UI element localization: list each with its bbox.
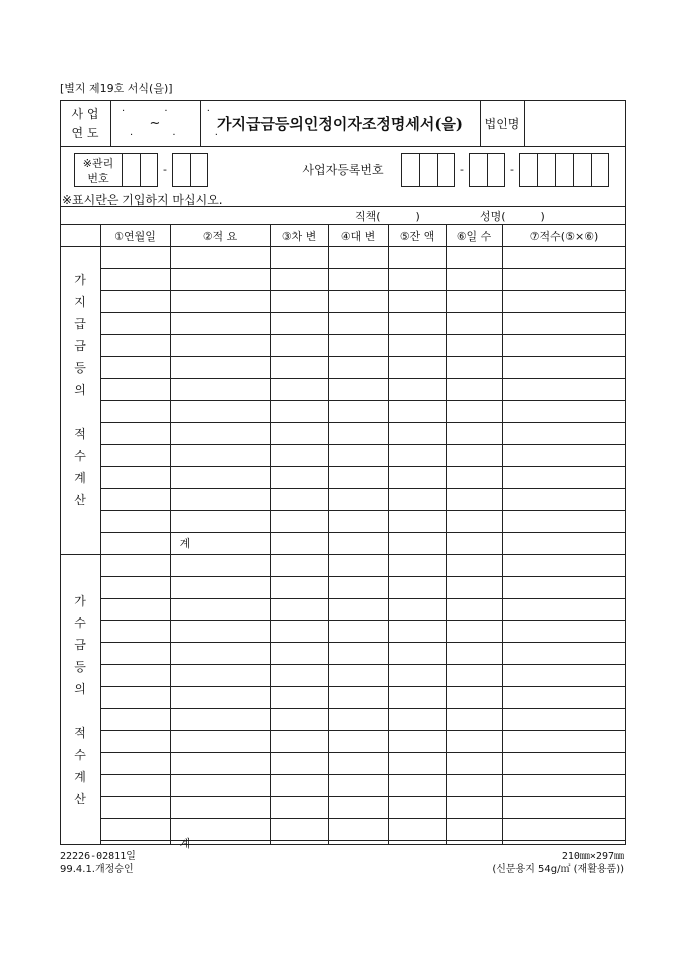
- advance-row-5-col-6[interactable]: [447, 335, 501, 355]
- advance-row-12-col-1[interactable]: [101, 489, 169, 509]
- advance-row-8-col-1[interactable]: [101, 401, 169, 421]
- advance-row-1-col-2[interactable]: [171, 247, 269, 267]
- deposit-side-label-char: 수: [74, 615, 86, 630]
- deposit-row-2-col-1[interactable]: [101, 577, 169, 597]
- deposit-row-9-col-2[interactable]: [171, 731, 269, 751]
- deposit-row-12-col-3[interactable]: [271, 797, 327, 817]
- name-label: 성명( ): [480, 210, 545, 223]
- deposit-row-4-col-7[interactable]: [503, 621, 625, 641]
- mgmt-number-label-1: ※관리: [82, 156, 114, 170]
- advance-row-9-col-3[interactable]: [271, 423, 327, 443]
- deposit-row-10-col-3[interactable]: [271, 753, 327, 773]
- advance-row-13-col-3[interactable]: [271, 511, 327, 531]
- advance-row-6-col-7[interactable]: [503, 357, 625, 377]
- advance-row-6-col-5[interactable]: [389, 357, 445, 377]
- year-dots-bottom: · · ·: [130, 130, 236, 141]
- advance-row-8-col-5[interactable]: [389, 401, 445, 421]
- deposit-side-label-char: 적: [74, 725, 86, 740]
- business-year-label-1: 사 업: [71, 106, 99, 121]
- mgmt-number-dash: -: [163, 162, 167, 176]
- deposit-row-3-col-3[interactable]: [271, 599, 327, 619]
- deposit-row-12-col-2[interactable]: [171, 797, 269, 817]
- advance-row-2-col-5[interactable]: [389, 269, 445, 289]
- deposit-row-7-col-3[interactable]: [271, 687, 327, 707]
- column-header-1: ①연월일: [114, 229, 156, 243]
- advance-row-13-col-7[interactable]: [503, 511, 625, 531]
- mgmt-number-label-2: 번호: [87, 171, 109, 185]
- advance-row-2-col-6[interactable]: [447, 269, 501, 289]
- deposit-side-label-char: 수: [74, 747, 86, 762]
- advance-row-5-col-3[interactable]: [271, 335, 327, 355]
- deposit-row-8-col-3[interactable]: [271, 709, 327, 729]
- advance-row-5-col-2[interactable]: [171, 335, 269, 355]
- corp-name-input[interactable]: [526, 102, 624, 144]
- deposit-row-13-col-3[interactable]: [271, 819, 327, 839]
- advance-row-7-col-6[interactable]: [447, 379, 501, 399]
- advance-row-5-col-1[interactable]: [101, 335, 169, 355]
- footer-approval: 99.4.1.개정승인: [60, 864, 134, 875]
- deposit-row-1-col-4[interactable]: [329, 555, 387, 575]
- advance-row-10-col-6[interactable]: [447, 445, 501, 465]
- advance-row-9-col-2[interactable]: [171, 423, 269, 443]
- section2-total-label: 계: [179, 836, 191, 850]
- advance-row-9-col-7[interactable]: [503, 423, 625, 443]
- deposit-row-10-col-7[interactable]: [503, 753, 625, 773]
- deposit-row-7-col-1[interactable]: [101, 687, 169, 707]
- advance-row-4-col-5[interactable]: [389, 313, 445, 333]
- advance-row-12-col-2[interactable]: [171, 489, 269, 509]
- advance-row-5-col-7[interactable]: [503, 335, 625, 355]
- column-header-4: ④대 변: [340, 229, 376, 243]
- advance-row-3-col-7[interactable]: [503, 291, 625, 311]
- advance-row-11-col-7[interactable]: [503, 467, 625, 487]
- deposit-row-3-col-7[interactable]: [503, 599, 625, 619]
- advance-row-2-col-4[interactable]: [329, 269, 387, 289]
- deposit-row-6-col-2[interactable]: [171, 665, 269, 685]
- deposit-row-1-col-5[interactable]: [389, 555, 445, 575]
- advance-row-8-col-6[interactable]: [447, 401, 501, 421]
- advance-row-7-col-7[interactable]: [503, 379, 625, 399]
- deposit-row-4-col-1[interactable]: [101, 621, 169, 641]
- deposit-row-1-col-3[interactable]: [271, 555, 327, 575]
- advance-row-7-col-4[interactable]: [329, 379, 387, 399]
- advance-row-11-col-2[interactable]: [171, 467, 269, 487]
- deposit-side-label-char: 산: [74, 791, 86, 806]
- advance-row-4-col-6[interactable]: [447, 313, 501, 333]
- deposit-row-4-col-5[interactable]: [389, 621, 445, 641]
- deposit-side-label-char: 금: [74, 637, 86, 652]
- mgmt-number-input-1[interactable]: [123, 154, 139, 186]
- deposit-row-2-col-3[interactable]: [271, 577, 327, 597]
- position-label: 직책( ): [355, 210, 420, 223]
- deposit-row-7-col-2[interactable]: [171, 687, 269, 707]
- business-year-label-2: 연 도: [71, 125, 99, 140]
- deposit-row-3-col-4[interactable]: [329, 599, 387, 619]
- corp-name-label: 법인명: [484, 116, 520, 131]
- deposit-row-10-col-1[interactable]: [101, 753, 169, 773]
- advance-row-6-col-2[interactable]: [171, 357, 269, 377]
- deposit-row-13-col-1[interactable]: [101, 819, 169, 839]
- deposit-row-9-col-1[interactable]: [101, 731, 169, 751]
- advance-row-2-col-1[interactable]: [101, 269, 169, 289]
- column-header-6: ⑥일 수: [456, 229, 492, 243]
- deposit-row-5-col-4[interactable]: [329, 643, 387, 663]
- deposit-side-label-char: [70, 700, 90, 722]
- deposit-row-3-col-6[interactable]: [447, 599, 501, 619]
- deposit-row-6-col-4[interactable]: [329, 665, 387, 685]
- advance-row-11-col-6[interactable]: [447, 467, 501, 487]
- deposit-row-4-col-2[interactable]: [171, 621, 269, 641]
- advance-row-3-col-4[interactable]: [329, 291, 387, 311]
- deposit-row-7-col-7[interactable]: [503, 687, 625, 707]
- deposit-row-6-col-3[interactable]: [271, 665, 327, 685]
- deposit-row-7-col-4[interactable]: [329, 687, 387, 707]
- advance-row-5-col-5[interactable]: [389, 335, 445, 355]
- advance-row-13-col-4[interactable]: [329, 511, 387, 531]
- advance-row-12-col-5[interactable]: [389, 489, 445, 509]
- advance-row-1-col-6[interactable]: [447, 247, 501, 267]
- advance-payment-side-label-char: 가: [74, 272, 86, 287]
- advance-row-11-col-4[interactable]: [329, 467, 387, 487]
- advance-row-6-col-6[interactable]: [447, 357, 501, 377]
- deposit-row-9-col-3[interactable]: [271, 731, 327, 751]
- advance-row-10-col-2[interactable]: [171, 445, 269, 465]
- advance-row-4-col-7[interactable]: [503, 313, 625, 333]
- advance-row-12-col-7[interactable]: [503, 489, 625, 509]
- advance-row-10-col-5[interactable]: [389, 445, 445, 465]
- column-header-3: ③차 변: [281, 229, 317, 243]
- deposit-row-1-col-2[interactable]: [171, 555, 269, 575]
- advance-row-7-col-2[interactable]: [171, 379, 269, 399]
- deposit-row-11-col-5[interactable]: [389, 775, 445, 795]
- advance-row-3-col-2[interactable]: [171, 291, 269, 311]
- advance-payment-side-label-char: 적: [74, 426, 86, 441]
- advance-payment-side-label-char: 지: [74, 294, 86, 309]
- deposit-row-4-col-6[interactable]: [447, 621, 501, 641]
- deposit-row-9-col-7[interactable]: [503, 731, 625, 751]
- advance-row-2-col-7[interactable]: [503, 269, 625, 289]
- advance-row-6-col-1[interactable]: [101, 357, 169, 377]
- deposit-row-10-col-4[interactable]: [329, 753, 387, 773]
- deposit-row-11-col-6[interactable]: [447, 775, 501, 795]
- advance-row-13-col-1[interactable]: [101, 511, 169, 531]
- deposit-row-3-col-5[interactable]: [389, 599, 445, 619]
- biz-reg-dash-1: -: [460, 162, 464, 176]
- advance-row-13-col-5[interactable]: [389, 511, 445, 531]
- form-title: 가지급금등의인정이자조정명세서(을): [216, 114, 464, 133]
- deposit-row-1-col-1[interactable]: [101, 555, 169, 575]
- year-input[interactable]: [112, 102, 198, 144]
- deposit-side-label: [60, 590, 100, 810]
- deposit-row-5-col-6[interactable]: [447, 643, 501, 663]
- advance-row-12-col-4[interactable]: [329, 489, 387, 509]
- deposit-row-5-col-7[interactable]: [503, 643, 625, 663]
- deposit-row-9-col-5[interactable]: [389, 731, 445, 751]
- advance-row-4-col-1[interactable]: [101, 313, 169, 333]
- advance-row-4-col-4[interactable]: [329, 313, 387, 333]
- deposit-row-12-col-5[interactable]: [389, 797, 445, 817]
- deposit-row-9-col-6[interactable]: [447, 731, 501, 751]
- column-header-7: ⑦적수(⑤×⑥): [529, 229, 599, 243]
- deposit-row-6-col-1[interactable]: [101, 665, 169, 685]
- advance-row-1-col-4[interactable]: [329, 247, 387, 267]
- advance-row-8-col-4[interactable]: [329, 401, 387, 421]
- advance-payment-side-label-char: 의: [74, 382, 86, 397]
- advance-row-1-col-7[interactable]: [503, 247, 625, 267]
- advance-payment-side-label-char: 수: [74, 448, 86, 463]
- advance-row-3-col-3[interactable]: [271, 291, 327, 311]
- registration-note: ※표시란은 기입하지 마십시오.: [62, 193, 223, 207]
- year-tilde: ~: [149, 115, 161, 131]
- advance-row-11-col-5[interactable]: [389, 467, 445, 487]
- deposit-row-12-col-6[interactable]: [447, 797, 501, 817]
- biz-reg-box-3[interactable]: [519, 153, 609, 187]
- advance-payment-side-label-char: 계: [74, 470, 86, 485]
- deposit-row-2-col-5[interactable]: [389, 577, 445, 597]
- advance-row-4-col-2[interactable]: [171, 313, 269, 333]
- deposit-row-2-col-2[interactable]: [171, 577, 269, 597]
- year-dots-top: · · ·: [122, 106, 228, 117]
- advance-row-3-col-6[interactable]: [447, 291, 501, 311]
- deposit-row-11-col-3[interactable]: [271, 775, 327, 795]
- advance-row-13-col-6[interactable]: [447, 511, 501, 531]
- advance-row-1-col-5[interactable]: [389, 247, 445, 267]
- advance-payment-side-label-char: 산: [74, 492, 86, 507]
- deposit-row-2-col-7[interactable]: [503, 577, 625, 597]
- deposit-side-label-char: 의: [74, 681, 86, 696]
- deposit-row-3-col-1[interactable]: [101, 599, 169, 619]
- deposit-row-3-col-2[interactable]: [171, 599, 269, 619]
- deposit-row-11-col-7[interactable]: [503, 775, 625, 795]
- deposit-row-4-col-3[interactable]: [271, 621, 327, 641]
- advance-row-5-col-4[interactable]: [329, 335, 387, 355]
- advance-payment-side-label-char: [70, 401, 90, 423]
- advance-row-8-col-2[interactable]: [171, 401, 269, 421]
- advance-row-9-col-4[interactable]: [329, 423, 387, 443]
- advance-row-9-col-1[interactable]: [101, 423, 169, 443]
- deposit-row-1-col-7[interactable]: [503, 555, 625, 575]
- advance-row-6-col-3[interactable]: [271, 357, 327, 377]
- deposit-row-4-col-4[interactable]: [329, 621, 387, 641]
- deposit-row-6-col-5[interactable]: [389, 665, 445, 685]
- advance-row-4-col-3[interactable]: [271, 313, 327, 333]
- deposit-row-10-col-6[interactable]: [447, 753, 501, 773]
- advance-row-3-col-1[interactable]: [101, 291, 169, 311]
- deposit-row-11-col-2[interactable]: [171, 775, 269, 795]
- advance-row-2-col-2[interactable]: [171, 269, 269, 289]
- advance-row-1-col-3[interactable]: [271, 247, 327, 267]
- deposit-row-7-col-6[interactable]: [447, 687, 501, 707]
- advance-row-10-col-1[interactable]: [101, 445, 169, 465]
- advance-row-12-col-3[interactable]: [271, 489, 327, 509]
- footer-form-code: 22226-02811일: [60, 851, 136, 862]
- deposit-row-5-col-2[interactable]: [171, 643, 269, 663]
- deposit-row-8-col-2[interactable]: [171, 709, 269, 729]
- advance-row-10-col-3[interactable]: [271, 445, 327, 465]
- deposit-row-6-col-7[interactable]: [503, 665, 625, 685]
- advance-row-8-col-3[interactable]: [271, 401, 327, 421]
- deposit-row-8-col-1[interactable]: [101, 709, 169, 729]
- biz-reg-box-1[interactable]: [401, 153, 455, 187]
- form-label: [별지 제19호 서식(을)]: [60, 82, 173, 95]
- deposit-row-5-col-5[interactable]: [389, 643, 445, 663]
- advance-row-7-col-3[interactable]: [271, 379, 327, 399]
- deposit-row-13-col-7[interactable]: [503, 819, 625, 839]
- biz-reg-number-label: 사업자등록번호: [302, 162, 384, 177]
- advance-payment-side-label-char: 금: [74, 338, 86, 353]
- advance-row-9-col-6[interactable]: [447, 423, 501, 443]
- deposit-row-8-col-6[interactable]: [447, 709, 501, 729]
- deposit-row-8-col-4[interactable]: [329, 709, 387, 729]
- biz-reg-dash-2: -: [510, 162, 514, 176]
- footer-paper-size: 210㎜×297㎜: [561, 851, 624, 862]
- deposit-row-9-col-4[interactable]: [329, 731, 387, 751]
- deposit-row-6-col-6[interactable]: [447, 665, 501, 685]
- column-header-2: ②적 요: [202, 229, 238, 243]
- deposit-row-5-col-1[interactable]: [101, 643, 169, 663]
- advance-row-6-col-4[interactable]: [329, 357, 387, 377]
- deposit-side-label-char: 가: [74, 593, 86, 608]
- deposit-row-13-col-5[interactable]: [389, 819, 445, 839]
- advance-payment-side-label: [60, 269, 100, 511]
- deposit-row-7-col-5[interactable]: [389, 687, 445, 707]
- deposit-row-13-col-4[interactable]: [329, 819, 387, 839]
- deposit-row-10-col-5[interactable]: [389, 753, 445, 773]
- advance-payment-side-label-char: 등: [74, 360, 86, 375]
- advance-row-2-col-3[interactable]: [271, 269, 327, 289]
- advance-row-11-col-3[interactable]: [271, 467, 327, 487]
- deposit-row-10-col-2[interactable]: [171, 753, 269, 773]
- deposit-row-11-col-1[interactable]: [101, 775, 169, 795]
- deposit-side-label-char: 계: [74, 769, 86, 784]
- deposit-row-12-col-1[interactable]: [101, 797, 169, 817]
- advance-row-1-col-1[interactable]: [101, 247, 169, 267]
- advance-row-12-col-6[interactable]: [447, 489, 501, 509]
- mgmt-number-input-2[interactable]: [141, 154, 157, 186]
- advance-payment-side-label-char: 급: [74, 316, 86, 331]
- deposit-row-8-col-5[interactable]: [389, 709, 445, 729]
- deposit-side-label-char: 등: [74, 659, 86, 674]
- deposit-row-12-col-4[interactable]: [329, 797, 387, 817]
- advance-row-8-col-7[interactable]: [503, 401, 625, 421]
- advance-row-7-col-1[interactable]: [101, 379, 169, 399]
- deposit-row-5-col-3[interactable]: [271, 643, 327, 663]
- deposit-row-1-col-6[interactable]: [447, 555, 501, 575]
- advance-row-11-col-1[interactable]: [101, 467, 169, 487]
- column-header-5: ⑤잔 액: [399, 229, 435, 243]
- deposit-row-12-col-7[interactable]: [503, 797, 625, 817]
- deposit-row-2-col-4[interactable]: [329, 577, 387, 597]
- advance-row-10-col-4[interactable]: [329, 445, 387, 465]
- advance-row-7-col-5[interactable]: [389, 379, 445, 399]
- advance-row-9-col-5[interactable]: [389, 423, 445, 443]
- section1-total-label: 계: [179, 537, 191, 550]
- deposit-row-2-col-6[interactable]: [447, 577, 501, 597]
- advance-row-10-col-7[interactable]: [503, 445, 625, 465]
- deposit-row-8-col-7[interactable]: [503, 709, 625, 729]
- advance-row-13-col-2[interactable]: [171, 511, 269, 531]
- deposit-row-13-col-6[interactable]: [447, 819, 501, 839]
- deposit-row-11-col-4[interactable]: [329, 775, 387, 795]
- advance-row-3-col-5[interactable]: [389, 291, 445, 311]
- footer-paper-type: (신문용지 54g/㎡ (재활용품)): [492, 864, 624, 875]
